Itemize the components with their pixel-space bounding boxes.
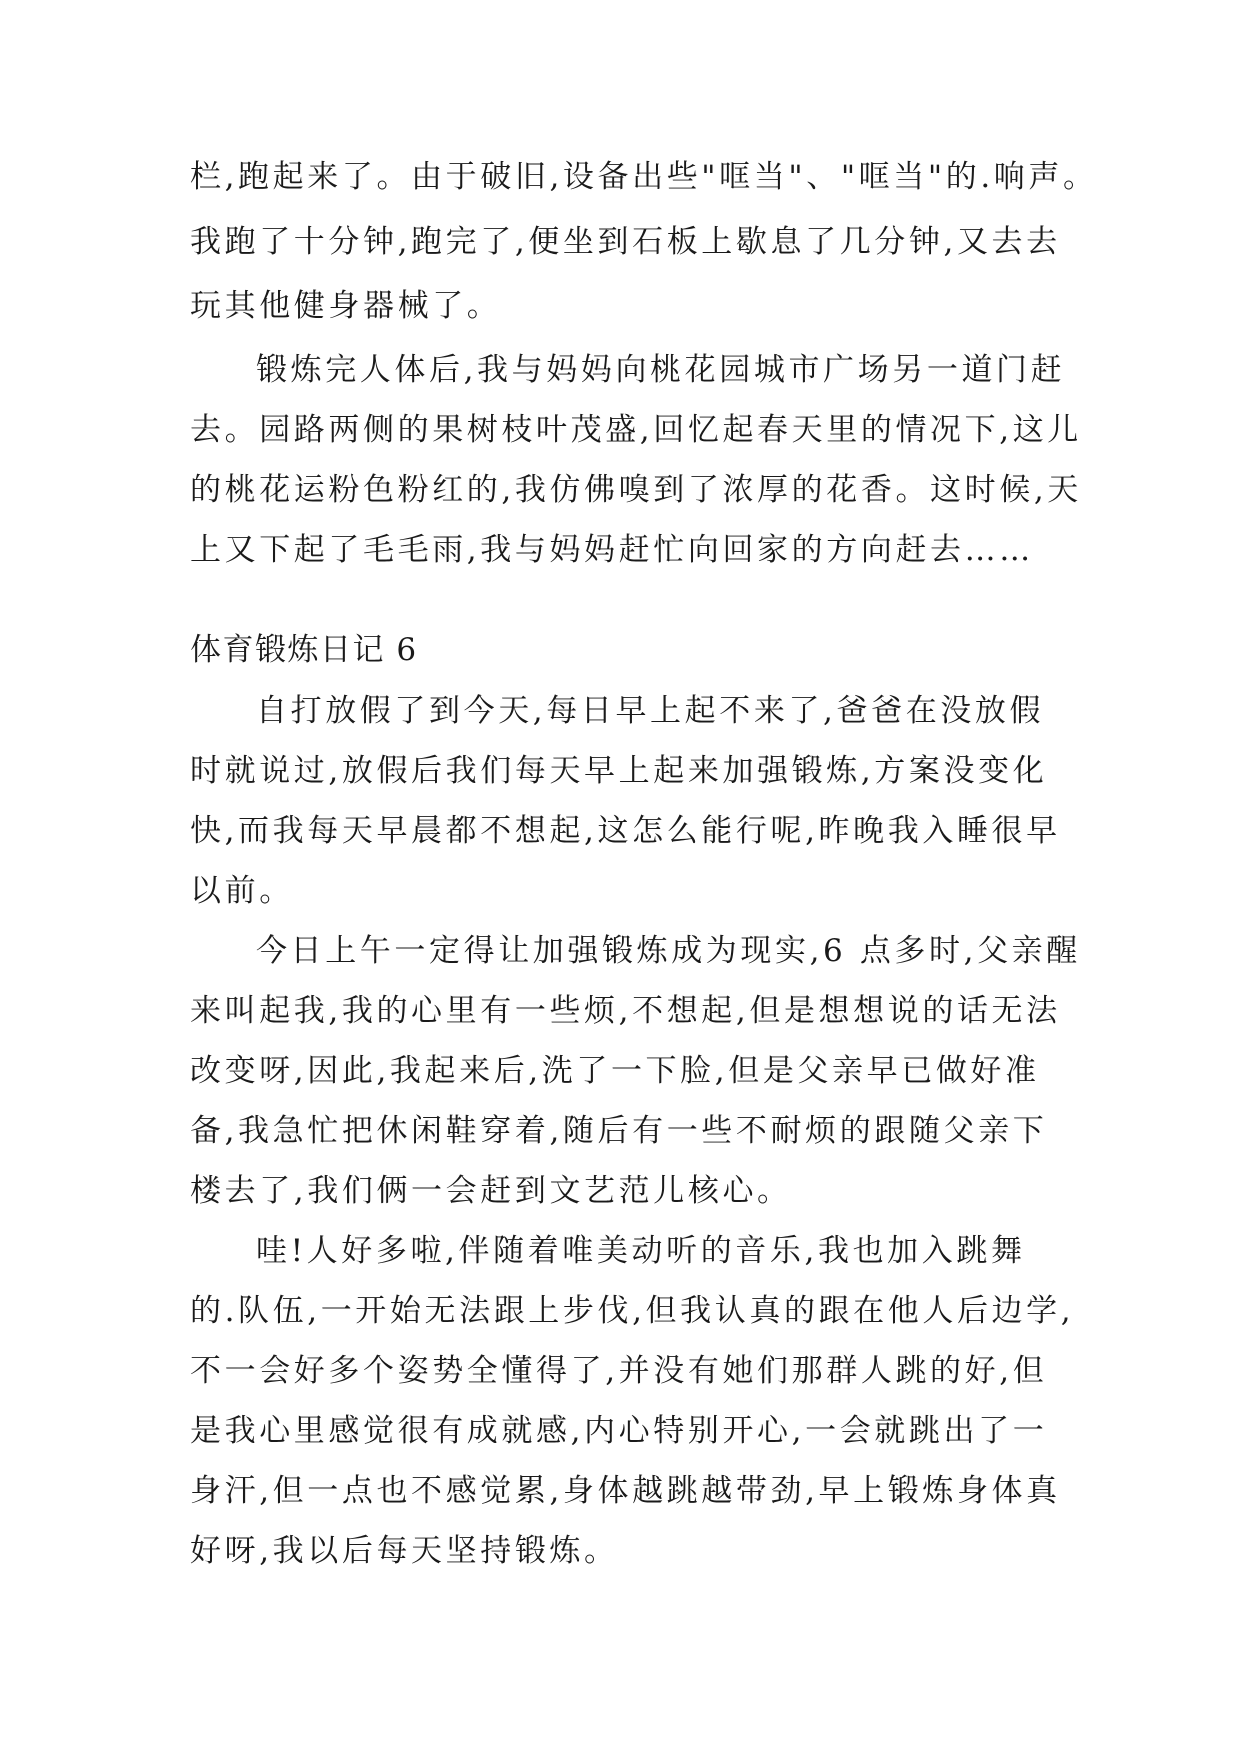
- text-line: 锻炼完人体后,我与妈妈向桃花园城市广场另一道门赶: [256, 352, 1066, 388]
- text-line: 自打放假了到今天,每日早上起不来了,爸爸在没放假: [256, 693, 1045, 729]
- text-line: 以前。: [190, 873, 294, 909]
- text-line: 改变呀,因此,我起来后,洗了一下脸,但是父亲早已做好准: [190, 1053, 1040, 1089]
- section-title: 体育锻炼日记 6: [190, 632, 418, 668]
- text-line: 是我心里感觉很有成就感,内心特别开心,一会就跳出了一: [190, 1413, 1048, 1449]
- text-line: 上又下起了毛毛雨,我与妈妈赶忙向回家的方向赶去……: [190, 532, 1034, 568]
- text-line: 身汗,但一点也不感觉累,身体越跳越带劲,早上锻炼身体真: [190, 1473, 1061, 1509]
- text-line: 时就说过,放假后我们每天早上起来加强锻炼,方案没变化: [190, 753, 1048, 789]
- text-line: 我跑了十分钟,跑完了,便坐到石板上歇息了几分钟,又去去: [190, 224, 1061, 260]
- text-line: 来叫起我,我的心里有一些烦,不想起,但是想想说的话无法: [190, 993, 1061, 1029]
- text-line: 哇!人好多啦,伴随着唯美动听的音乐,我也加入跳舞: [256, 1233, 1026, 1269]
- text-line: 玩其他健身器械了。: [190, 288, 502, 324]
- text-line: 好呀,我以后每天坚持锻炼。: [190, 1533, 619, 1569]
- text-line: 不一会好多个姿势全懂得了,并没有她们那群人跳的好,但: [190, 1353, 1048, 1389]
- text-line: 快,而我每天早晨都不想起,这怎么能行呢,昨晚我入睡很早: [190, 813, 1061, 849]
- text-line: 去。园路两侧的果树枝叶茂盛,回忆起春天里的情况下,这儿: [190, 412, 1082, 448]
- text-line: 今日上午一定得让加强锻炼成为现实,6 点多时,父亲醒: [256, 933, 1081, 969]
- text-line: 栏,跑起来了。由于破旧,设备出些"哐当"、"哐当"的.响声。: [190, 159, 1098, 195]
- text-line: 的桃花运粉色粉红的,我仿佛嗅到了浓厚的花香。这时候,天: [190, 472, 1082, 508]
- text-line: 备,我急忙把休闲鞋穿着,随后有一些不耐烦的跟随父亲下: [190, 1113, 1048, 1149]
- text-line: 的.队伍,一开始无法跟上步伐,但我认真的跟在他人后边学,: [190, 1293, 1075, 1329]
- text-line: 楼去了,我们俩一会赶到文艺范儿核心。: [190, 1173, 792, 1209]
